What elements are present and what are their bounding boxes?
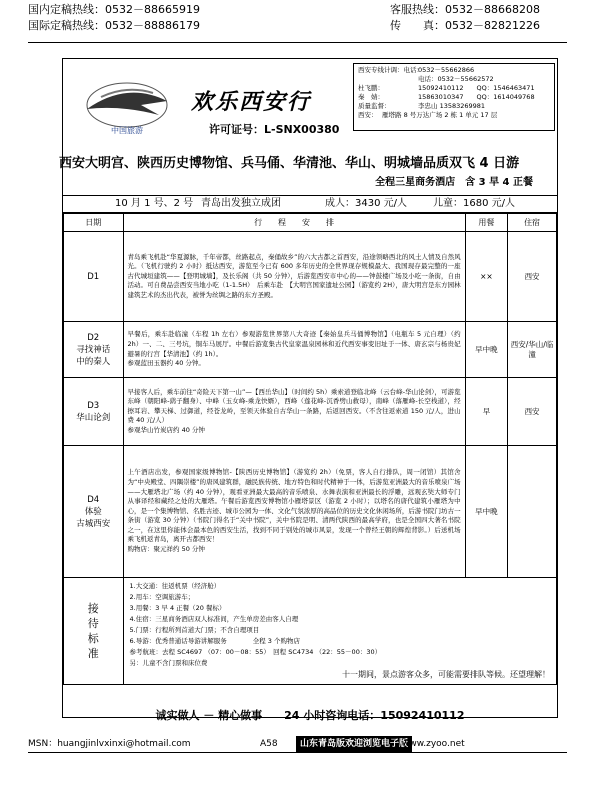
table-row xyxy=(64,322,557,378)
table-row xyxy=(64,232,557,322)
card-header xyxy=(63,59,557,151)
tour-title: 西安大明宫、陕西历史博物馆、兵马俑、华清池、华山、明城墙品质双飞 4 日游 xyxy=(59,156,520,171)
msn-contact: MSN：huangjinlvxinxi@hotmail.com xyxy=(28,739,191,749)
departure-dates: 10 月 1 号、2 号 xyxy=(115,198,194,209)
note-item: 6.导游：优秀普通话导游讲解服务 全程 3 个购物店 xyxy=(129,637,300,645)
day-meals: 早 xyxy=(465,378,508,446)
edition-banner: 山东青岛版欢迎浏览电子版 xyxy=(296,736,412,752)
contact-row xyxy=(358,75,550,84)
footer-divider xyxy=(28,752,567,753)
day-hotel: 西安 xyxy=(508,378,557,446)
contact-value: 李忠山 13583269981 xyxy=(418,102,486,110)
contact-value: 15092410112 QQ：1546463471 xyxy=(418,84,535,92)
contact-row xyxy=(358,102,550,111)
contact-key: 秦 婧： xyxy=(358,93,384,101)
adult-price: 成人：3430 元/人 xyxy=(325,198,407,209)
day-hotel xyxy=(508,446,557,578)
itinerary-table xyxy=(63,213,557,685)
table-header-row xyxy=(64,214,557,232)
service-hotline xyxy=(390,2,540,34)
tour-card xyxy=(59,58,558,722)
contact-key: 西安： xyxy=(358,111,378,119)
notes-row xyxy=(64,578,557,685)
note-item: 1.大交通：往返机票（经济舱） xyxy=(129,582,221,590)
contact-row xyxy=(358,93,550,102)
day-meals: 早中晚 xyxy=(465,446,508,578)
website-url[interactable]: www.zyoo.net xyxy=(402,739,465,749)
contact-row xyxy=(358,66,550,75)
international-hotline-text: 国际定稿热线：0532－88886179 xyxy=(28,19,200,32)
day-itinerary: 早接客人后，乘车前往“奇险天下第一山”—【西岳华山】（时间约 5h）乘索道登临北峰（云台峰-华山论剑），可游览东峰（朝阳峰-鹞子翻身）、中峰（玉女峰-乘龙快婿），西峰（莲花峰-沉香劈山救母），南峰（落雁峰-长空栈道），经擦耳岩、攀天梯、过御道，经苍龙岭，至领天体验自古华山一条路，后返回西安。（不含往返索道 150 元/人，进山费 40 元/人） 参观华山竹炭店约 40 分钟 xyxy=(123,378,465,446)
agency-name: 欢乐西安行 xyxy=(191,90,312,115)
contact-box xyxy=(353,63,555,131)
note-item: 5.门票：行程所列首道大门票；不含自理项目 xyxy=(129,626,260,634)
note-item: 3.用餐：3 早 4 正餐（20 餐标） xyxy=(129,604,226,612)
note-item: 另：儿童不含门票和床位费 xyxy=(129,659,208,667)
license-number: 许可证号：L-SNX00380 xyxy=(209,123,340,136)
domestic-hotline xyxy=(28,2,200,34)
holiday-notice: 十一期间，景点游客众多，可能需要排队等候。还望理解！ xyxy=(342,670,550,679)
logo-text: 中国旅游 xyxy=(111,126,143,135)
contact-row xyxy=(358,84,550,93)
child-price: 儿童：1680 元/人 xyxy=(433,198,515,209)
page-number: A58 xyxy=(260,739,278,749)
day-label: D2 寻找神话 中的秦人 xyxy=(64,322,124,378)
service-hotline-text: 客服热线：0532－88668208 xyxy=(390,3,540,16)
contact-value: 雁塔路 8 号万达广场 2 栋 1 单元 17 层 xyxy=(382,111,498,119)
day-itinerary: 早餐后，乘车赴临潼（车程 1h 左右）参观游览世界第八大奇迹【秦始皇兵马俑博物馆】（电瓶车 5 元自理）（约 2h）一、二、三号坑，铜车马展厅。中餐后游览集古代皇家温泉园林和近代西安事变旧址于一体、唐玄宗与杨贵妃避暑的行宫【华清池】（约 1h）。 参观蓝田玉器约 40 分钟。 xyxy=(123,322,465,378)
contact-value: 电话：0532－55662572 xyxy=(418,75,494,83)
contact-row xyxy=(358,111,550,120)
day-meals: 早中晚 xyxy=(465,322,508,378)
note-item: 2.用车：空调旅游车； xyxy=(129,593,195,601)
day-hotel: 西安/华山/临潼 xyxy=(508,322,557,378)
contact-key xyxy=(358,75,418,84)
top-divider xyxy=(28,42,567,43)
day-hotel: 西安 xyxy=(508,232,557,322)
agency-logo-icon xyxy=(81,75,173,137)
contact-key: 杜飞鹏： xyxy=(358,84,384,92)
contact-value: 15863010347 QQ：1614049768 xyxy=(418,93,535,101)
service-standards xyxy=(123,578,557,685)
note-item: 参考航班：去程 SC4697 （07：00－08：55） 回程 SC4734 （22：55－00：30） xyxy=(129,648,382,656)
contact-key: 质量监督： xyxy=(358,102,391,110)
day-meals: ×× xyxy=(465,232,508,322)
fax-text: 传 真：0532－82821226 xyxy=(390,19,540,32)
day-label: D1 xyxy=(64,232,124,322)
header-meals: 用餐 xyxy=(465,214,508,232)
day-label: D3 华山论剑 xyxy=(64,378,124,446)
tour-subtitle: 全程三星商务酒店 含 3 早 4 正餐 xyxy=(375,177,533,188)
header-hotel: 住宿 xyxy=(508,214,557,232)
header-date: 日期 xyxy=(64,214,124,232)
day-itinerary: 上午酒店出发，参观国家级博物馆-【陕西历史博物馆】（游览约 2h）（免票，客人自行排队，周一闭馆）其馆舍为“中央殿堂、四隅崇楼”的唐风建筑群，融民族传统、地方特色和时代精神于一体，后游览亚洲最大的音乐喷泉广场——大雁塔北广场（约 40 分钟），观看亚洲最大最高的音乐喷泉、水舞表演和亚洲最长的浮雕，远观玄奘大师专门从事译经和藏经之处的大雁塔。午餐后游览西安博物馆小雁塔景区（游览 2 小时）；以塔名的唐代建筑小雁塔为中心，是一个集博物馆、名胜古迹、城市公园为一体、文化气氛浓厚的高品位的历史文化休闲场所，后游书院门坊古一条街（游览 30 分钟）（书院门得名于“关中书院”，关中书院是明、清两代陕西的最高学府，也是全国四大著名书院之一，在这里你能体会最本色的西安生活，找到不同于别处的城市风景，发现一个曾经王朝的辉煌背影。）后送机场乘飞机返青岛，离开古都西安！ 购物店：聚元祥约 50 分钟 xyxy=(123,446,465,578)
table-row xyxy=(64,446,557,578)
domestic-hotline-text: 国内定稿热线：0532－88665919 xyxy=(28,3,200,16)
notes-label: 接 待 标 准 xyxy=(64,578,124,685)
group-type: 青岛出发独立成团 xyxy=(201,198,281,209)
header-itinerary: 行 程 安 排 xyxy=(123,214,465,232)
contact-key: 西安专线计调：电话： xyxy=(358,66,423,74)
page-footer xyxy=(28,736,568,752)
day-label: D4 体验 古城西安 xyxy=(64,446,124,578)
day-itinerary: 青岛乘飞机赴“华夏源脉，千年帝都，丝路起点，秦俑故乡”的六大古都之首西安，沿途领略西北的风土人情及自然风光。（飞机行驶约 2 小时）抵达西安，游览至今已有 600 多年历史的全世界现存规模最大、我国现存最完整的一座古代城垣建筑——【登明城墙】，及长乐阁（共 50 分钟），后游览西安市中心的——钟鼓楼广场及小吃一条街，自由活动。可自费品尝西安当地小吃（1-1.5H） 后乘车赴 【大明宫国家遗址公园】（游览约 2H），唐大明宫是东方园林建筑艺术的杰出代表，被誉为丝绸之路的东方圣殿。 xyxy=(123,232,465,322)
table-row xyxy=(64,378,557,446)
slogan: 诚实做人 － 精心做事 24 小时咨询电话：15092410112 xyxy=(155,709,465,722)
note-item: 4.住宿：三星商务酒店双人标准间，产生单房差由客人自理 xyxy=(129,615,299,623)
contact-value: 0532－55662866 xyxy=(418,66,475,74)
price-bar xyxy=(63,195,557,213)
